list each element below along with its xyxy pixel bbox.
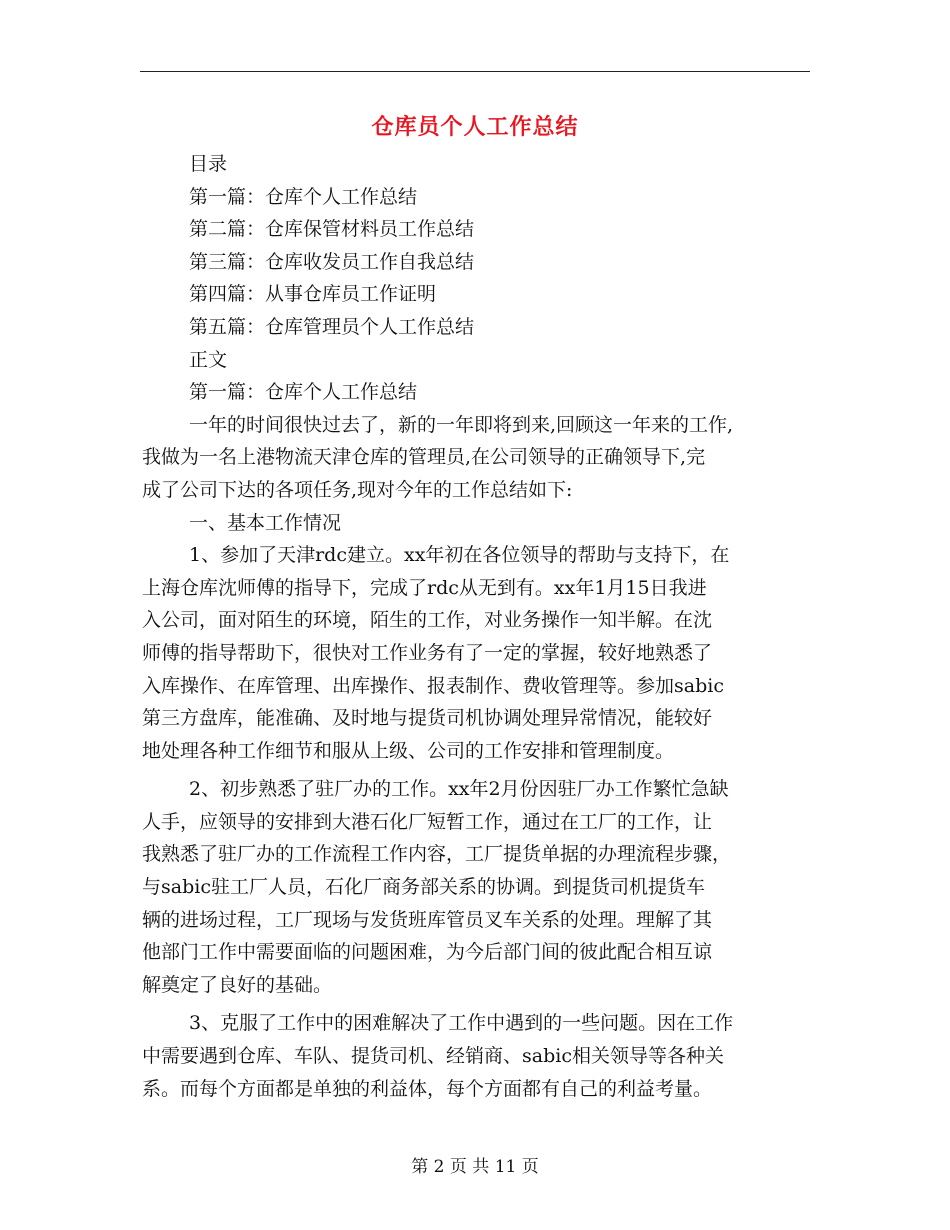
page-footer: 第 2 页 共 11 页	[411, 1157, 539, 1177]
intro-line: 一年的时间很快过去了，新的一年即将到来,回顾这一年来的工作,	[189, 413, 734, 436]
paragraph-line: 系。而每个方面都是单独的利益体，每个方面都有自己的利益考量。	[142, 1077, 713, 1100]
paragraph-line: 辆的进场过程，工厂现场与发货班库管员叉车关系的处理。理解了其	[142, 908, 713, 931]
paragraph-line: 中需要遇到仓库、车队、提货司机、经销商、sabic相关领导等各种关	[142, 1045, 724, 1068]
toc-item: 第一篇：仓库个人工作总结	[189, 185, 418, 208]
toc-item: 第四篇：从事仓库员工作证明	[189, 283, 437, 306]
article-title: 第一篇：仓库个人工作总结	[189, 381, 418, 404]
document-title: 仓库员个人工作总结	[371, 114, 579, 140]
toc-item: 第二篇：仓库保管材料员工作总结	[189, 218, 475, 241]
toc-item: 第三篇：仓库收发员工作自我总结	[189, 250, 475, 273]
paragraph-line: 我熟悉了驻厂办的工作流程工作内容，工厂提货单据的办理流程步骤，	[142, 843, 732, 866]
paragraph-line: 上海仓库沈师傅的指导下，完成了rdc从无到有。xx年1月15日我进	[142, 576, 707, 599]
paragraph-line: 2、初步熟悉了驻厂办的工作。xx年2月份因驻厂办工作繁忙急缺	[189, 778, 729, 801]
paragraph-line: 入公司，面对陌生的环境，陌生的工作，对业务操作一知半解。在沈	[142, 609, 713, 632]
toc-heading: 目录	[189, 153, 228, 175]
paragraph-line: 解奠定了良好的基础。	[142, 973, 333, 996]
paragraph-line: 地处理各种工作细节和服从上级、公司的工作安排和管理制度。	[142, 739, 675, 762]
paragraph-line: 人手，应领导的安排到大港石化厂短暂工作，通过在工厂的工作，让	[142, 810, 713, 833]
paragraph-line: 1、参加了天津rdc建立。xx年初在各位领导的帮助与支持下，在	[189, 544, 730, 567]
intro-line: 成了公司下达的各项任务,现对今年的工作总结如下:	[142, 478, 573, 501]
toc-item: 第五篇：仓库管理员个人工作总结	[189, 315, 475, 338]
paragraph-line: 师傅的指导帮助下，很快对工作业务有了一定的掌握，较好地熟悉了	[142, 641, 713, 664]
document-body	[142, 148, 812, 1105]
paragraph-line: 与sabic驻工厂人员，石化厂商务部关系的协调。到提货司机提货车	[142, 876, 705, 899]
paragraph-line: 第三方盘库，能准确、及时地与提货司机协调处理异常情况，能较好	[142, 707, 713, 730]
paragraph-line: 入库操作、在库管理、出库操作、报表制作、费收管理等。参加sabic	[142, 674, 724, 697]
paragraph-line: 3、克服了工作中的困难解决了工作中遇到的一些问题。因在工作	[189, 1012, 734, 1035]
paragraph-line: 他部门工作中需要面临的问题困难，为今后部门间的彼此配合相互谅	[142, 941, 713, 964]
intro-line: 我做为一名上港物流天津仓库的管理员,在公司领导的正确领导下,完	[142, 446, 706, 469]
section-heading: 一、基本工作情况	[189, 511, 342, 534]
header-rule	[140, 71, 810, 72]
body-heading: 正文	[189, 348, 228, 371]
